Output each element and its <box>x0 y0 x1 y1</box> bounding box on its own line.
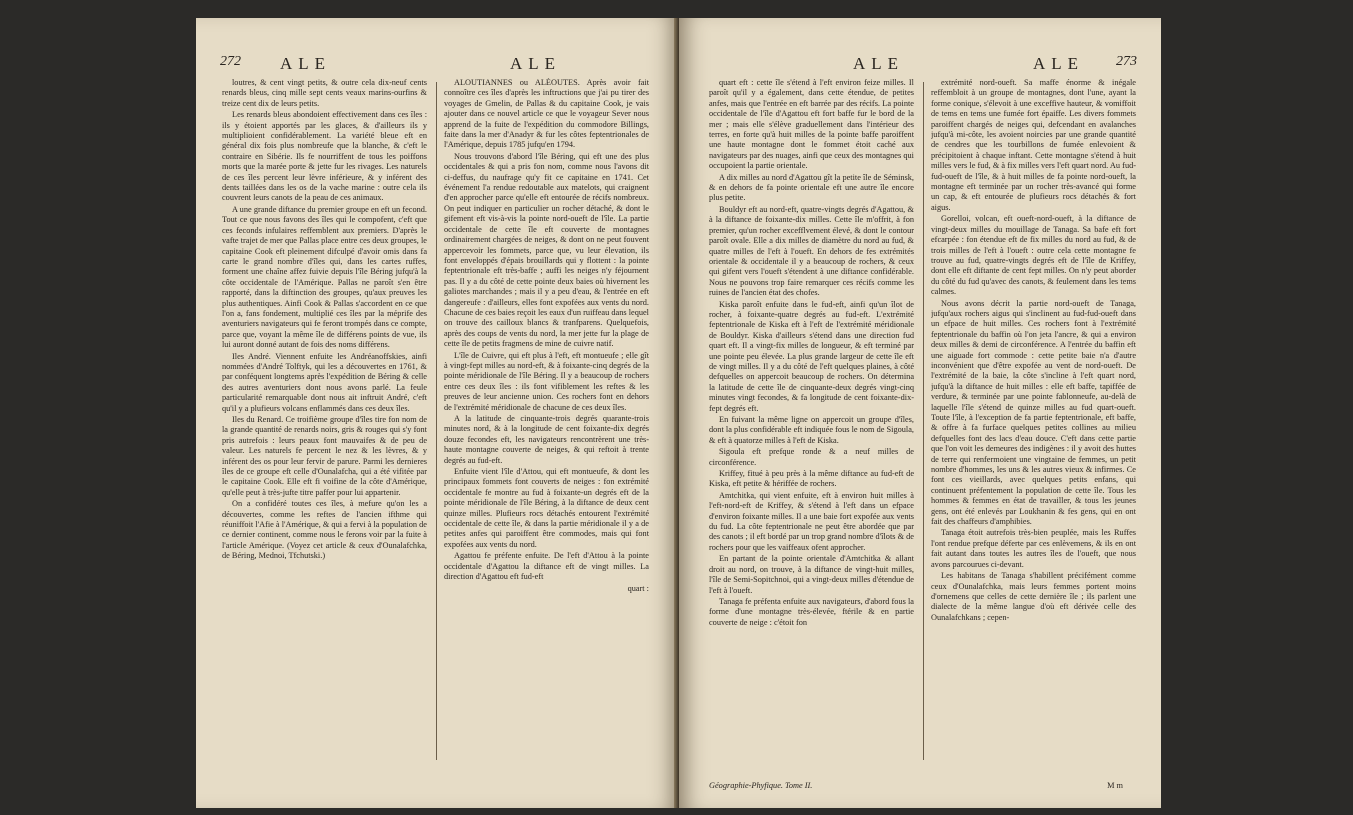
paragraph: Agattou fe préfente enfuite. De l'eft d'Attou à la pointe occidentale d'Agattou la diftance eft de vingt milles. La direction d'Agattou eft fud-eft <box>444 551 649 582</box>
left-column-a <box>222 78 427 790</box>
left-page <box>196 18 678 808</box>
paragraph: A dix milles au nord d'Agattou gît la petite île de Séminsk, & en dehors de fa pointe orientale eft une autre île encore plus petite. <box>709 172 914 203</box>
paragraph: Les habitans de Tanaga s'habillent précifément comme ceux d'Ounalafchka, mais leurs femmes portent moins d'ornemens que celles de cette dernière île ; ils parlent une dialecte de la même langue d'où eft dérivée celle des Ounalafchkans ; cepen- <box>931 571 1136 622</box>
paragraph: Tanaga fe préfenta enfuite aux navigateurs, d'abord fous la forme d'une montagne très-élevée, ftérile & en partie couverte de neige : c'étoit fon <box>709 596 914 627</box>
column-divider <box>436 82 437 760</box>
footer-title: Géographie-Phyfique. Tome II. <box>709 781 813 790</box>
paragraph: Gorelloi, volcan, eft oueft-nord-oueft, à la diftance de vingt-deux milles du mouillage de Tanaga. Sa bafe eft fort efcarpée : fon étendue eft de fix milles du nord au fud, & de trois milles de l'eft à l'oueft : outre cela cette montagne fe trouve au fud, quatre-vingts degrés eft de l'île de Kriffey, dont elle eft diftante de cent fept milles. On n'y peut aborder du côté du fud qu'avec des canots, & feulement dans les tems calmes. <box>931 214 1136 297</box>
paragraph: Bouldyr eft au nord-eft, quatre-vingts degrés d'Agattou, & à la diftance de foixante-dix milles. Cette île m'offrit, à fon premier, qu'un rocher excefflvement élevé, & dont le contour paroît ovale. Elle a dix milles de diamètre du nord au fud, & quatre milles de l'eft à l'oueft. En dehors de fes extrémités orientale & occidentale il y a beaucoup de rochers, & ceux qui gifent vers l'oueft s'étendent à une diftance confidérable. Nous ne pouvons trop faire remarquer ces récifs comme les ruines de l'ancien état des chofes. <box>709 204 914 298</box>
paragraph: Tanaga étoit autrefois très-bien peuplée, mais les Ruffes l'ont rendue prefque déferte par ces enlèvemens, & ils en ont fait autant dans toutes les autres îles de l'oueft, que nous avons parcourues ci-devant. <box>931 528 1136 569</box>
paragraph: A la latitude de cinquante-trois degrés quarante-trois minutes nord, & à la longitude de cent foixante-dix degrés douze fecondes eft, les navigateurs rencontrèrent une très-haute montagne couverte de neiges, & qui reftoit à trente degrés au fud-eft. <box>444 414 649 465</box>
right-column-a <box>709 78 914 790</box>
signature-mark: M m <box>1107 781 1123 790</box>
running-head: ALE <box>280 54 332 73</box>
paragraph: Sigoula eft prefque ronde & a neuf milles de circonférence. <box>709 447 914 467</box>
page-number: 273 <box>1116 54 1137 69</box>
left-page-columns <box>222 78 656 790</box>
paragraph: Nous trouvons d'abord l'île Béring, qui eft une des plus occidentales & qui a pris fon nom, comme nous l'avons dit ci-deffus, du naufrage qu'y fit ce capitaine en 1741. Cet événement l'a rendue redoutable aux matelots, qui craignent d'en approcher parce qu'elle eft entourée de récifs nombreux. On peut indiquer en particulier un rocher détaché, & dont le gifement eft vis-à-vis la pointe nord-oueft de l'île. La partie occidentale de cette île eft couverte de montagnes ordinairement chargées de neiges, & dont on ne peut fouvent appercevoir les fommets, parce que, vu leur élevation, ils font enveloppés d'épais brouillards qui y flottent : la pointe feptentrionale eft très-baffe ; auffi les neiges n'y féjournent pas. Il y a du côté de cette pointe deux baies où hivernent les galiotes marchandes ; mais il y a peu d'eau, & l'entrée en eft dangereufe : d'ailleurs, elles font expofées aux vents du nord. Chacune de ces baies reçoit les eaux d'un ruiffeau dans lequel on trouve des cailloux blancs & tranfparens. Quelquefois, après des coups de vents du nord, la mer jette fur la plage de cette île de petits fragmens de mine de cuivre natif. <box>444 151 649 349</box>
right-column-b <box>931 78 1136 790</box>
catchword: quart : <box>627 583 649 593</box>
running-head: ALE <box>510 54 562 73</box>
paragraph: Nous avons décrit la partie nord-oueft de Tanaga, jufqu'aux rochers aigus qui s'inclinent au fud-fud-oueft dans un efpace de huit milles. Ces rochers font à l'extrémité feptentrionale du baffin où l'on jeta l'ancre, & qui a environ deux milles & demi de circonférence. A l'entrée du baffin eft une aiguade fort commode : cette petite baie n'a d'autre inconvénient que d'être expofée au vent de nord-oueft. De l'extrémité de la baie, la côte s'incline à l'eft quart nord, jufqu'à la diftance de huit milles : elle eft baffe, tapiffée de verdure, & terminée par une pointe fablonneufe, au-delà de laquelle l'île s'étend de quinze milles au fud quart-oueft. Toute l'île, à l'exception de fa partie feptentrionale, eft baffe, & offre à fa furface quelques petites collines au milieu defquelles font des lacs d'eau douce. C'eft dans cette partie que l'on voit les demeures des indigènes : il y avoit des huttes de terre qui renfermoient une vingtaine de femmes, un petit nombre d'hommes, les uns & les autres vieux & infirmes. Ce font ces vieillards, avec quelques petits enfans, qui continuent préfentement la population de cette île. Tous les hommes & femmes en état de travailler, & tous les jeunes gens, ont été enlevés par Loukhanin & fes gens, qui en ont fait des chaffeurs d'amphibies. <box>931 298 1136 527</box>
column-divider <box>923 82 924 760</box>
paragraph: Iles du Renard. Ce troifième groupe d'îles tire fon nom de la grande quantité de renards noirs, gris & rouges qui s'y font pris autrefois : leurs peaux font mauvaifes & de peu de valeur. Les naturels fe percent le nez & les lèvres, & y inférent des os pour leur fervir de parure. Parmi les dernieres îles de ce groupe eft celle d'Ounalafcha, qui a été vifitée par le capitaine Cook. Elle eft fi voifine de la côte d'Amérique, qu'elle peut à très-jufte titre paffer pour lui appartenir. <box>222 415 427 497</box>
right-page-columns <box>709 78 1143 790</box>
right-page <box>679 18 1161 808</box>
left-page-header <box>220 54 654 76</box>
paragraph: En partant de la pointe orientale d'Amtchitka & allant droit au nord, on trouve, à la diftance de vingt-huit milles, l'île de Semi-Sopitchnoi, qui a vingt-deux milles d'étendue de l'eft à l'oueft. <box>709 554 914 595</box>
page-number: 272 <box>220 54 241 69</box>
paragraph: loutres, & cent vingt petits, & outre cela dix-neuf cents renards bleus, cinq mille sept cents veaux marins-ourfins & treize cent dix de leurs petits. <box>222 78 427 108</box>
book-spread <box>196 18 1161 808</box>
paragraph: ALOUTIANNES ou ALÉOUTES. Après avoir fait connoître ces îles d'après les inftructions que j'ai pu tirer des voyages de Gmelin, de Pallas & du capitaine Cook, je vais ajouter dans ce nouvel article ce que le voyageur Sever nous apprend de la fuite de l'expédition du commodore Billings, faite dans la mer d'Anadyr & fur les côtes feptentrionales de l'Amérique, depuis 1785 jufqu'en 1794. <box>444 78 649 150</box>
left-column-b <box>444 78 649 790</box>
paragraph: Kriffey, fitué à peu près à la même diftance au fud-eft de Kiska, eft petite & hériffée de rochers. <box>709 469 914 489</box>
paragraph: Enfuite vient l'île d'Attou, qui eft montueufe, & dont les principaux fommets font couverts de neiges : fon extrémité occidentale fe montre au fud à foixante-un degrés eft de la pointe méridionale de l'île Béring, à la diftance de deux cent quinze milles. Plufieurs rocs détachés entourent l'extrémité occidentale de cette île, & dans la partie méridionale il y a de petites anfes qui paroiffent être commodes, mais qui font expofées aux vents du nord. <box>444 467 649 549</box>
paragraph: A une grande diftance du premier groupe en eft un fecond. Tout ce que nous favons des îles qui le compofent, c'eft que ces feconds infulaires reffemblent aux premiers. D'après le vafte trajet de mer que Pallas place entre ces deux groupes, le capitaine Cook eft pleinement difculpé d'avoir omis dans fa carte le grand nombre d'îles qui, dans les cartes ruffes, forment une chaîne affez fuivie depuis l'île Béring jufqu'à la côte occidentale de l'Amérique. Pallas ne paroît s'en être rapporté, dans la diftinction des groupes, qu'aux preuves les plus authentiques. Ainfi Cook & Pallas s'accordent en ce que l'on a, fans fondement, multiplié ces îles par la méprife des aventuriers navigateurs qui fe feront trompés dans ce compte, parce que, voyant la même île de différens points de vue, ils lui auront donné autant de fois des noms différens. <box>222 204 427 350</box>
paragraph: quart eft : cette île s'étend à l'eft environ feize milles. Il paroît qu'il y a également, dans cette étendue, de petites anfes, mais que l'entrée en eft barrée par des récifs. La pointe occidentale de l'île d'Agattou eft fort baffe fur le bord de la mer ; mais elle s'élève graduellement dans l'intérieur des terres, en forte qu'à huit milles de la pointe baffe paroiffent une haute montagne dont le fommet étoit caché aux navigateurs par des nuages, ainfi que ceux des montagnes qui occupoient la partie orientale. <box>709 78 914 171</box>
right-page-header <box>703 54 1137 76</box>
paragraph: L'île de Cuivre, qui eft plus à l'eft, eft montueufe ; elle gît à vingt-fept milles au nord-eft, & à foixante-cinq degrés de la pointe méridionale de l'île Béring. Il y a beaucoup de rochers entre ces deux îles : ils font vifiblement les reftes & les preuves de leur ancienne union. Ces rochers font en dehors de l'extrémité méridionale de chacune de ces deux îles. <box>444 350 649 412</box>
paragraph: extrémité nord-oueft. Sa maffe énorme & inégale reffembloit à un groupe de montagnes, dont l'une, ayant la forme conique, s'élevoit à une exceffive hauteur, & vomiffoit de tems en tems une fumée fort épaiffe. Les divers fommets paroiffent chargés de neiges qui, defcendant en avalanches jufqu'à mi-côte, les avoient noircies par une grande quantité de cendres que les tourbillons de fumée enlevoient & précipitoient à chaque inftant. Cette montagne s'étend à huit milles vers le fud, & à fix milles vers l'eft quart nord. Au fud-fud-oueft de l'île, & à huit milles de fa pointe nord-oueft, la montagne eft terminée par un rocher très-avancé qui forme un cap, & eft entourée de plufieurs rocs détachés & fort aigus. <box>931 78 1136 212</box>
paragraph: On a confidéré toutes ces îles, à mefure qu'on les a découvertes, comme les reftes de l'ancien ifthme qui réuniffoit l'Afie à l'Amérique, & qui a fervi à la population de ce dernier continent, comme nous le ferons voir par la fuite à l'article Amérique. (Voyez cet article & ceux d'Ounalafchka, de Béring, Mednoi, Tfchutski.) <box>222 499 427 561</box>
paragraph: Kiska paroît enfuite dans le fud-eft, ainfi qu'un îlot de rocher, à foixante-quatre degrés au fud-eft. L'extrémité feptentrionale de Kiska eft à l'eft de l'extrémité méridionale de Bouldyr. Kiska d'ailleurs s'étend dans une direction fud quart eft. Il a vingt-fix milles de longueur, & eft terminé par une pointe peu élevée. La plus grande largeur de cette île eft de vingt milles. Il y a du côté de l'eft quelques plaines, à côté defquelles on appercoit beaucoup de rochers. On détermina la latitude de cette île de cinquante-deux degrés vingt-cinq minutes vingt fecondes, & fa longitude de cent foixante-dix-fept degrés eft. <box>709 299 914 413</box>
paragraph: Les renards bleus abondoient effectivement dans ces îles : ils y étoient apportés par les glaces, & d'ailleurs ils y multiplioient confidérablement. La variété bleue eft en général dix fois plus nombreufe que la blanche, & c'eft le contraire en Sibérie. Ils fe nourriffent de tous les poiffons morts que la marée porte & jette fur les rivages. Les naturels de ces îles percent leur lèvre inférieure, & y inférent des dents taillées dans les os de la vache marine : outre cela ils couvrent leurs canots de la peau de ces animaux. <box>222 110 427 203</box>
running-head: ALE <box>853 54 905 73</box>
paragraph: Iles André. Viennent enfuite les Andréanoffskies, ainfi nommées d'André Tolftyk, qui les a découvertes en 1761, & par conféquent longtems après l'expédition de Béring & celle des autres aventuriers dont nous avons parlé. La feule particularité remarquable dont nous ait inftruit André, c'eft qu'il y a plufieurs volcans enflammés dans ces deux îles. <box>222 351 427 413</box>
paragraph: En fuivant la même ligne on appercoit un groupe d'îles, dont la plus confidérable eft indiquée fous le nom de Sigoula, & eft à quatorze milles à l'eft de Kiska. <box>709 415 914 445</box>
paragraph: Amtchitka, qui vient enfuite, eft à environ huit milles à l'eft-nord-eft de Kriffey, & s'étend à l'eft dans un efpace d'environ foixante milles. Il a une baie fort expofée aux vents du fud. La côte feptentrionale ne peut être abordée que par des canots ; il eft bordé par un trop grand nombre d'îlots & de rochers pour que les vaiffeaux ofent approcher. <box>709 490 914 552</box>
page-footer <box>709 781 1143 790</box>
running-head: ALE <box>1033 54 1085 73</box>
